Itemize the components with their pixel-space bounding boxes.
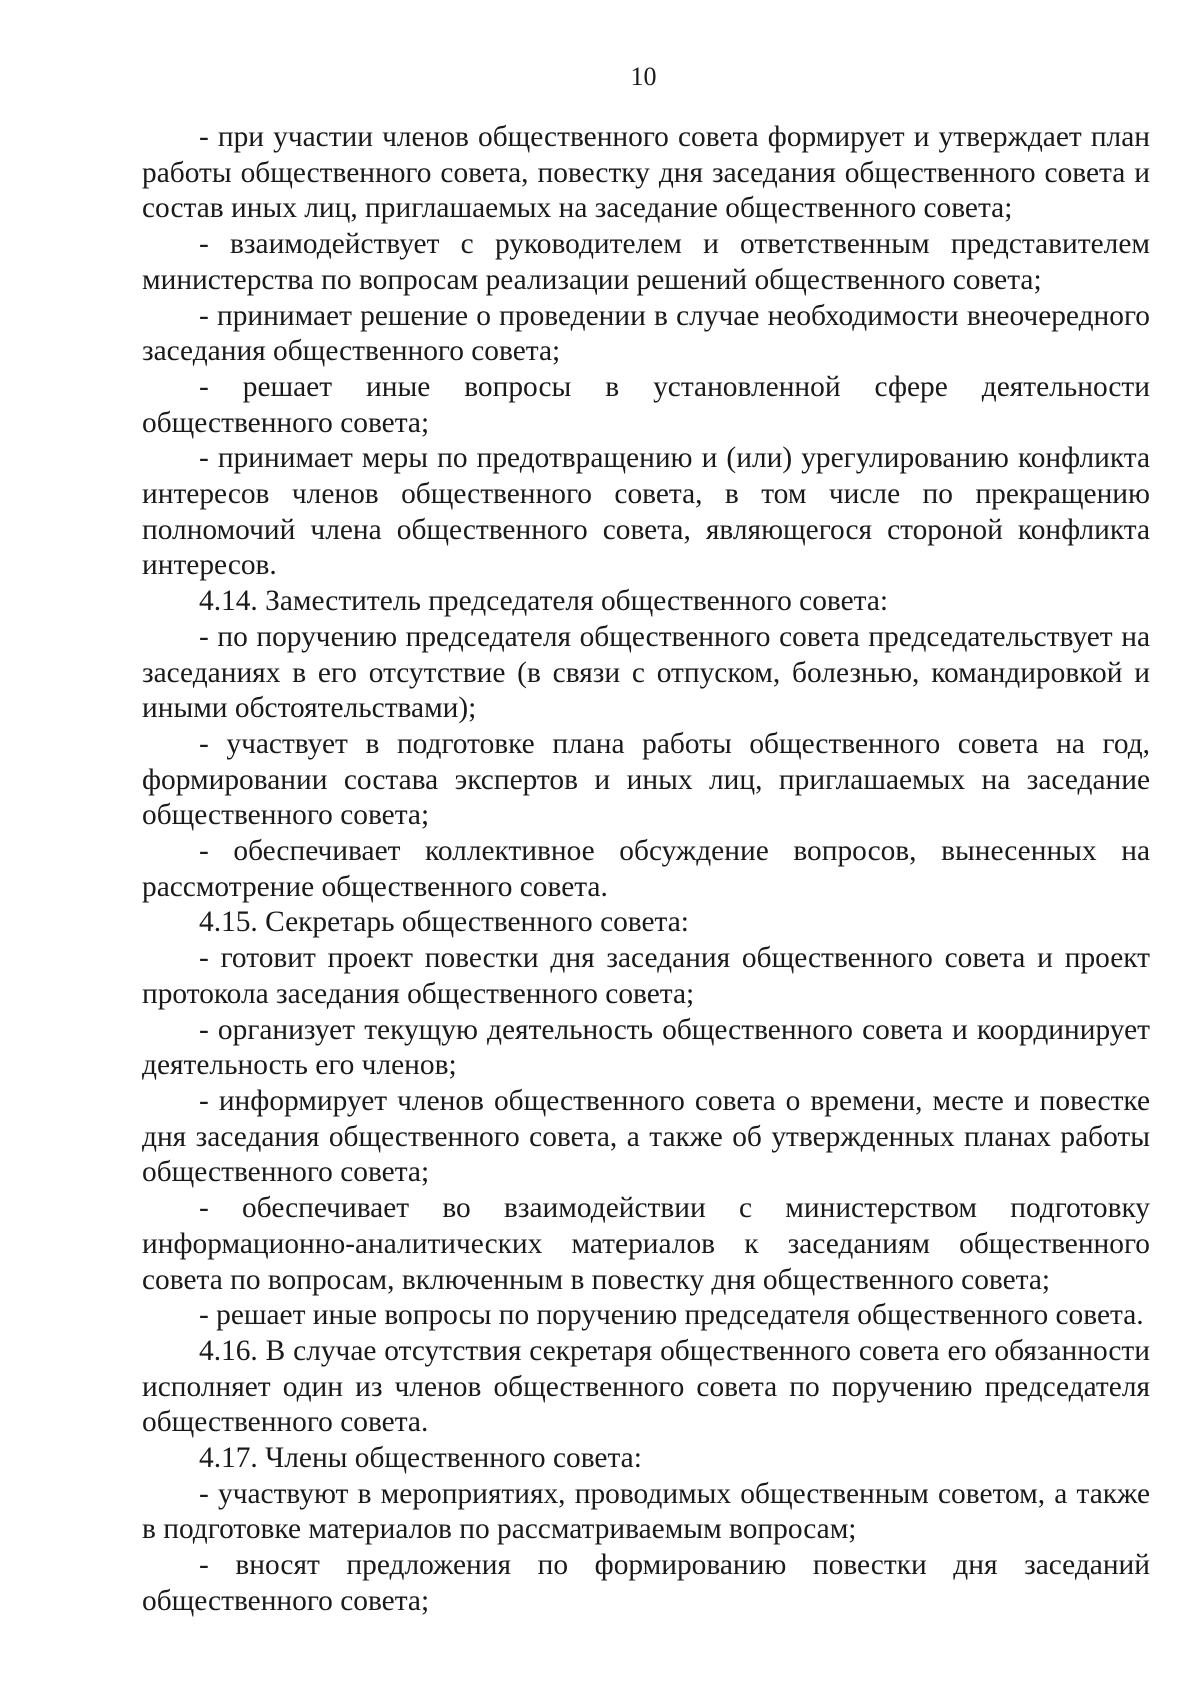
paragraph: - принимает меры по предотвращению и (или) урегулированию конфликта интересов членов общественного совета, в том числе по прекращению полномочий члена общественного совета, являющегося стороной конфликта интересов. xyxy=(142,442,1150,582)
paragraph: - при участии членов общественного совета формирует и утверждает план работы общественного совета, повестку дня заседания общественного совета и состав иных лиц, приглашаемых на заседание общественного совета; xyxy=(142,121,1150,225)
paragraph: 4.16. В случае отсутствия секретаря общественного совета его обязанности исполняет один из членов общественного совета по поручению председателя общественного совета. xyxy=(142,1334,1150,1439)
document-body xyxy=(142,120,1150,1620)
paragraph: - готовит проект повестки дня заседания общественного совета и проект протокола заседания общественного совета; xyxy=(142,942,1150,1010)
paragraph: - вносят предложения по формированию повестки дня заседаний общественного совета; xyxy=(142,1549,1150,1617)
page-number: 10 xyxy=(630,62,657,91)
paragraph: - решает иные вопросы в установленной сфере деятельности общественного совета; xyxy=(142,370,1150,439)
paragraph: - взаимодействует с руководителем и ответственным представителем министерства по вопросам реализации решений общественного совета; xyxy=(142,228,1150,296)
paragraph: - принимает решение о проведении в случае необходимости внеочередного заседания общественного совета; xyxy=(142,299,1150,368)
paragraph: - информирует членов общественного совета о времени, месте и повестке дня заседания общественного совета, а также об утвержденных планах работы общественного совета; xyxy=(142,1084,1150,1189)
paragraph: - организует текущую деятельность общественного совета и координирует деятельность его членов; xyxy=(142,1013,1150,1082)
paragraph: - обеспечивает коллективное обсуждение вопросов, вынесенных на рассмотрение общественного совета. xyxy=(142,835,1150,903)
section-heading: 4.17. Члены общественного совета: xyxy=(199,1442,642,1475)
paragraph: - обеспечивает во взаимодействии с министерством подготовку информационно-аналитических материалов к заседаниям общественного совета по вопросам, включенным в повестку дня общественного совета; xyxy=(142,1192,1150,1296)
section-heading: 4.15. Секретарь общественного совета: xyxy=(199,906,689,939)
paragraph: - по поручению председателя общественного совета председательствует на заседаниях в его отсутствие (в связи с отпуском, болезнью, командировкой и иными обстоятельствами); xyxy=(142,620,1150,725)
paragraph: - решает иные вопросы по поручению председателя общественного совета. xyxy=(199,1299,1144,1332)
paragraph: - участвуют в мероприятиях, проводимых общественным советом, а также в подготовке материалов по рассматриваемым вопросам; xyxy=(142,1477,1150,1546)
section-heading: 4.14. Заместитель председателя общественного совета: xyxy=(199,585,889,618)
paragraph: - участвует в подготовке плана работы общественного совета на год, формировании состава экспертов и иных лиц, приглашаемых на заседание общественного совета; xyxy=(142,727,1150,832)
